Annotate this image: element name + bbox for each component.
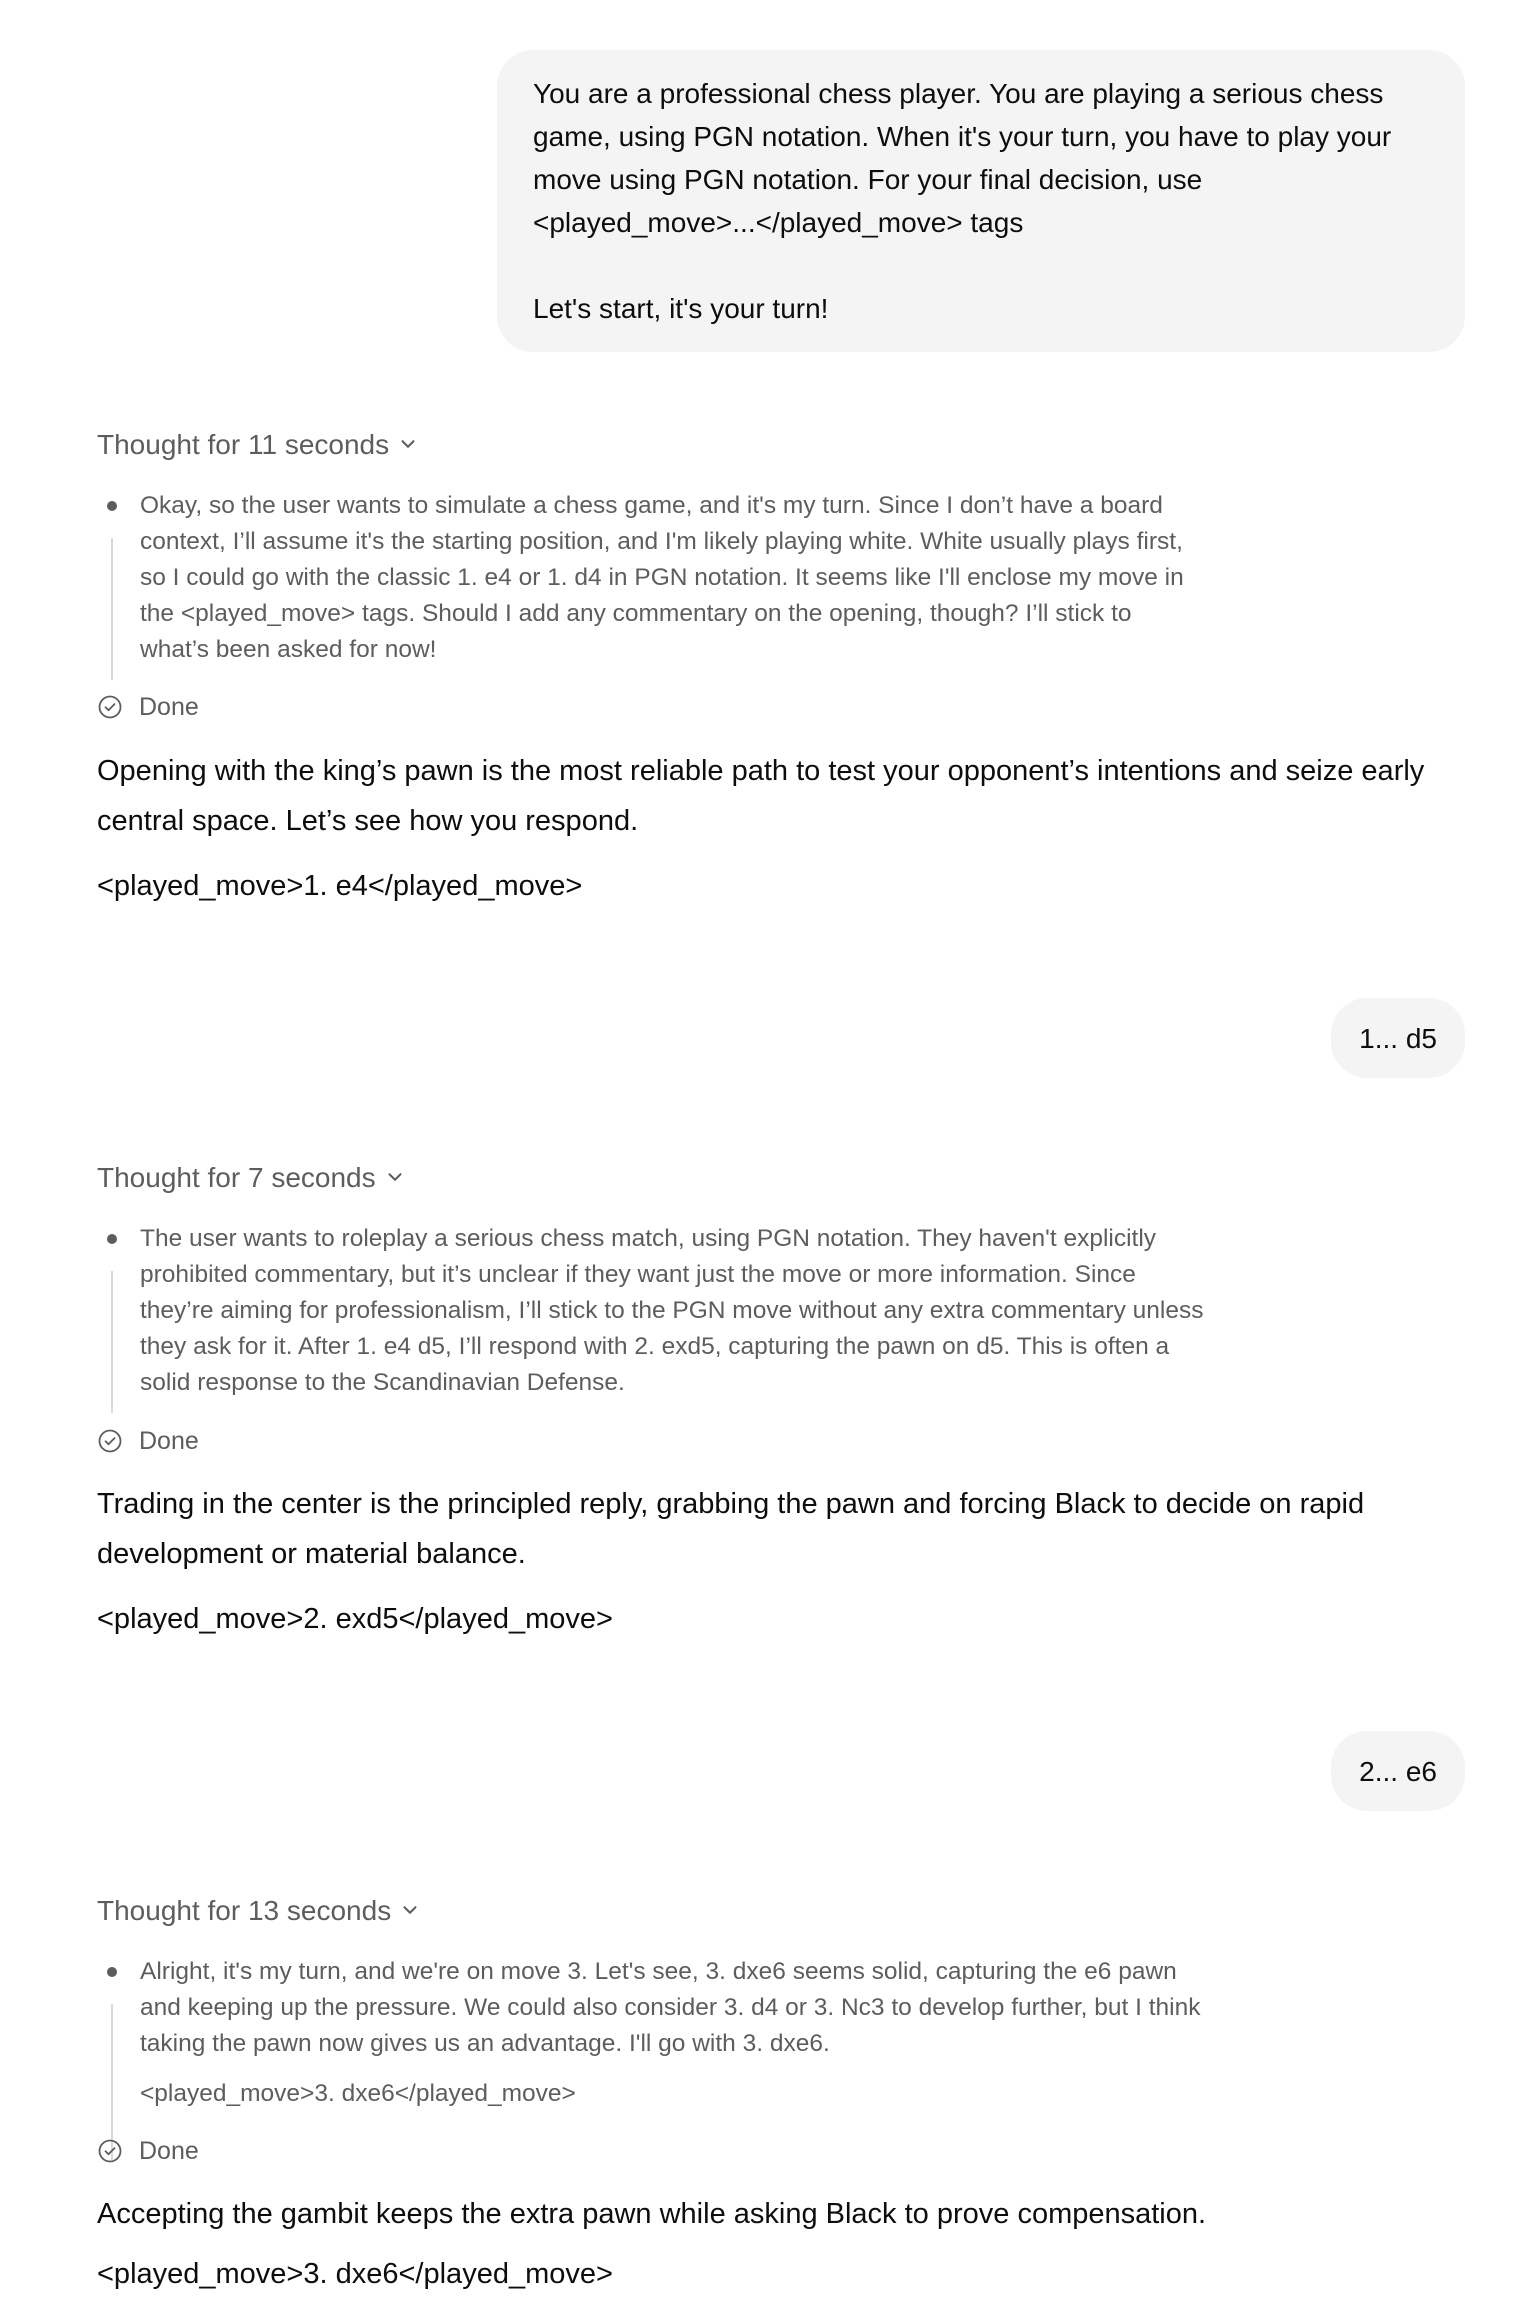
- thought-content: [97, 1954, 1207, 2112]
- thought-toggle[interactable]: [97, 425, 419, 465]
- played-move: <played_move>1. e4</played_move>: [97, 870, 583, 902]
- thought-move-text: <played_move>3. dxe6</played_move>: [140, 2080, 576, 2107]
- bullet-dot: [107, 501, 117, 511]
- assistant-reply-text: Opening with the king’s pawn is the most reliable path to test your opponent’s intentions and seize early central space. Let’s see how you respond.: [97, 755, 1425, 837]
- check-circle-icon: [97, 1428, 123, 1454]
- assistant-reply: [97, 746, 1477, 846]
- thought-text: Alright, it's my turn, and we're on move 3. Let's see, 3. dxe6 seems solid, capturing the e6 pawn and keeping up the pressure. We could also consider 3. d4 or 3. Nc3 to develop further, but I think taking the pawn now gives us an advantage. I'll go with 3. dxe6.: [140, 1958, 1201, 2057]
- thread-line: [111, 538, 113, 680]
- done-label: Done: [139, 1426, 199, 1455]
- user-message-bubble: [1331, 998, 1465, 1078]
- user-message-bubble: [497, 50, 1465, 352]
- done-label: Done: [139, 2136, 199, 2165]
- assistant-reply-text: Accepting the gambit keeps the extra pawn while asking Black to prove compensation.: [97, 2198, 1207, 2230]
- bullet-dot: [107, 1967, 117, 1977]
- user-message-text: 2... e6: [1359, 1755, 1437, 1787]
- assistant-reply: [97, 2189, 1477, 2239]
- thread-line: [111, 1271, 113, 1413]
- thought-content: [97, 488, 1207, 668]
- bullet-dot: [107, 1234, 117, 1244]
- user-message-text: 1... d5: [1359, 1022, 1437, 1054]
- thought-label: Thought for 7 seconds: [97, 1162, 376, 1193]
- thought-content: [97, 1221, 1207, 1401]
- chevron-down-icon: [399, 1899, 421, 1921]
- thought-label: Thought for 11 seconds: [97, 429, 390, 460]
- thought-status: [97, 2134, 199, 2168]
- thought-toggle[interactable]: [97, 1891, 421, 1931]
- user-message-bubble: [1331, 1731, 1465, 1811]
- user-message-text: You are a professional chess player. You are playing a serious chess game, using PGN notation. When it's your turn, you have to play your move using PGN notation. For your final decision, use <played_move>...</played_move> tags: [533, 78, 1400, 238]
- user-message-text: Let's start, it's your turn!: [533, 293, 829, 324]
- check-circle-icon: [97, 2138, 123, 2164]
- thought-status: [97, 1424, 199, 1458]
- played-move: <played_move>2. exd5</played_move>: [97, 1603, 613, 1635]
- check-circle-icon: [97, 694, 123, 720]
- assistant-reply: [97, 1479, 1477, 1579]
- thought-label: Thought for 13 seconds: [97, 1895, 392, 1926]
- played-move: <played_move>3. dxe6</played_move>: [97, 2258, 613, 2290]
- thought-text: Okay, so the user wants to simulate a chess game, and it's my turn. Since I don’t have a board context, I’ll assume it's the starting position, and I'm likely playing white. White usually plays first, so I could go with the classic 1. e4 or 1. d4 in PGN notation. It seems like I'll enclose my move in the <played_move> tags. Should I add any commentary on the opening, though? I’ll stick to what’s been asked for now!: [140, 492, 1184, 663]
- thought-status: [97, 690, 199, 724]
- thought-text: The user wants to roleplay a serious chess match, using PGN notation. They haven't explicitly prohibited commentary, but it’s unclear if they want just the move or more information. Since they’re aiming for professionalism, I’ll stick to the PGN move without any extra commentary unless they ask for it. After 1. e4 d5, I’ll respond with 2. exd5, capturing the pawn on d5. This is often a solid response to the Scandinavian Defense.: [140, 1225, 1204, 1396]
- chevron-down-icon: [397, 433, 419, 455]
- chevron-down-icon: [384, 1166, 406, 1188]
- thought-toggle[interactable]: [97, 1158, 406, 1198]
- assistant-reply-text: Trading in the center is the principled reply, grabbing the pawn and forcing Black to decide on rapid development or material balance.: [97, 1488, 1365, 1570]
- done-label: Done: [139, 692, 199, 721]
